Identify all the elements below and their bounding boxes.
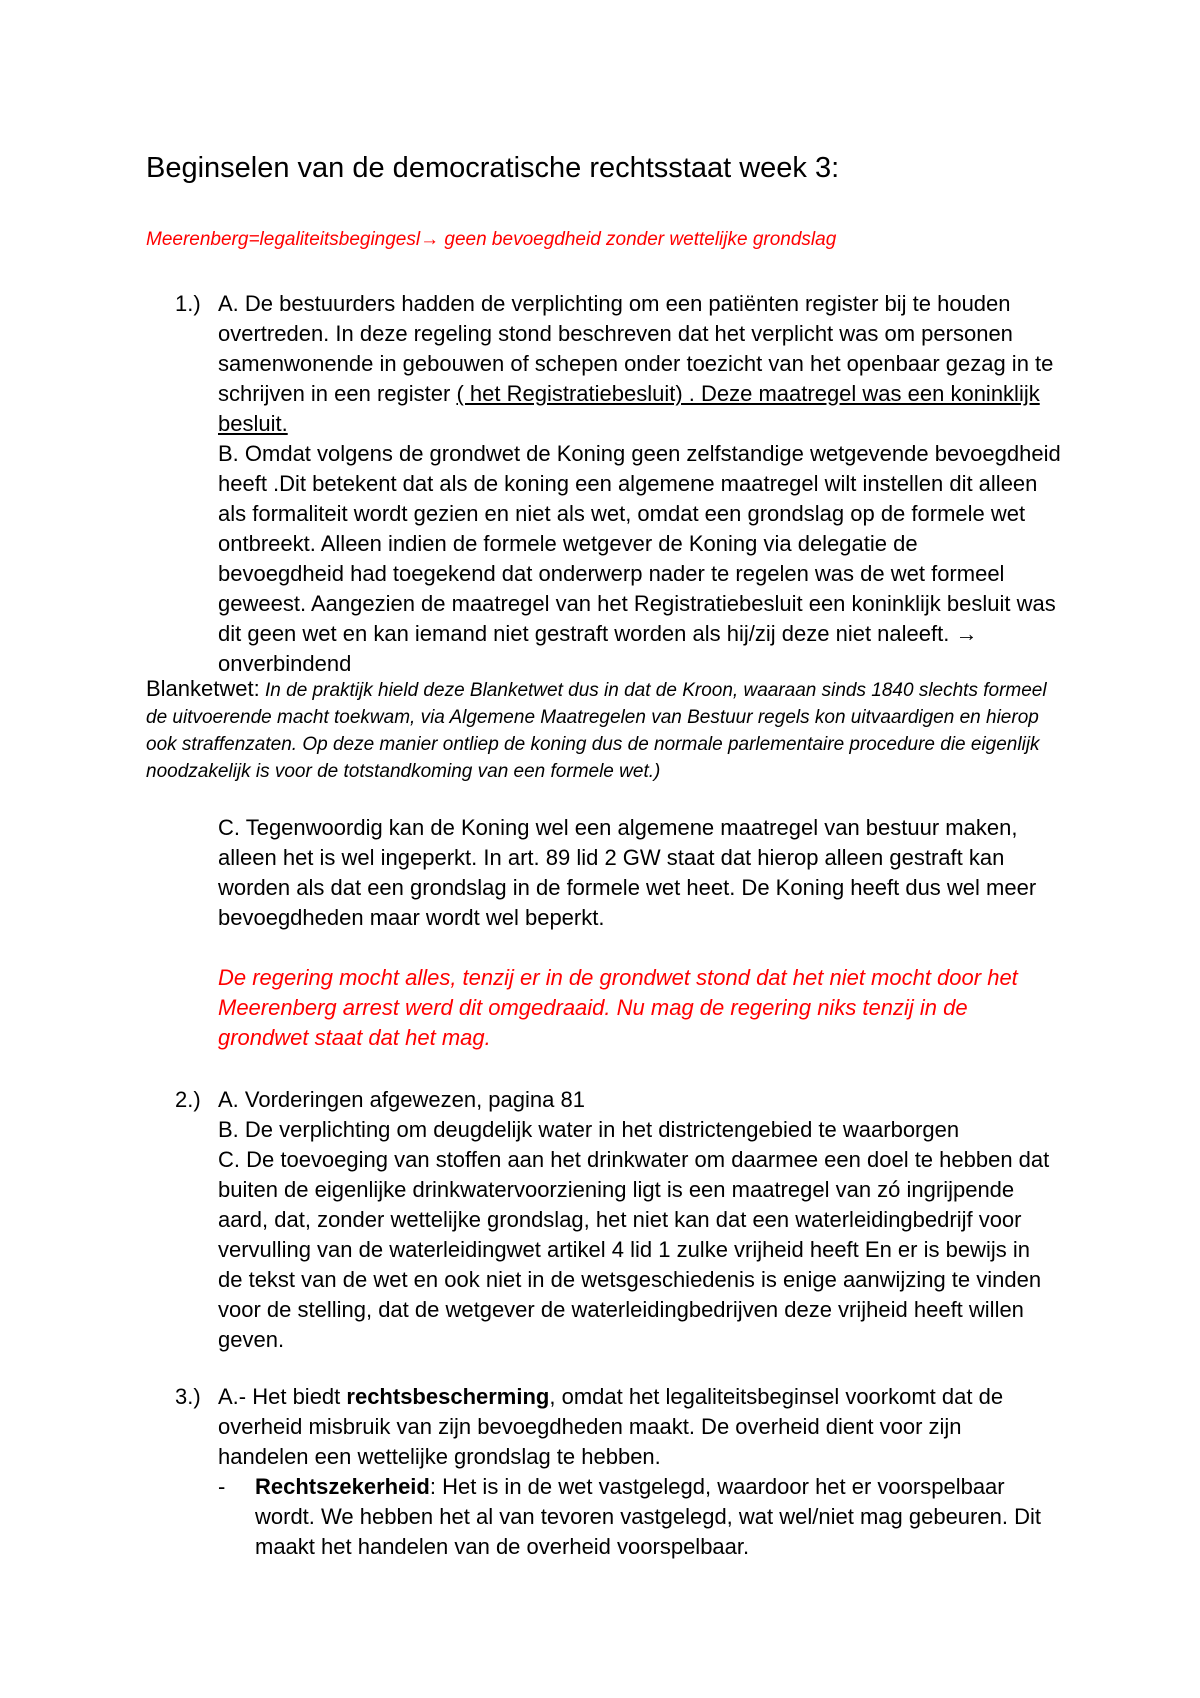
q1-b-line: B. Omdat volgens de grondwet de Koning geen zelfstandige wetgevende bevoegdheid — [218, 441, 1061, 466]
q3-bullet-line: wordt. We hebben het al van tevoren vastgelegd, wat wel/niet mag gebeuren. Dit — [255, 1504, 1041, 1529]
q3-bullet-rest: : Het is in de wet vastgelegd, waardoor het er voorspelbaar — [429, 1474, 1005, 1499]
q3-line: overheid misbruik van zijn bevoegdheden maakt. De overheid dient voor zijn — [218, 1414, 962, 1439]
question-1-c — [218, 813, 1108, 933]
arrow-right-icon: → — [955, 621, 978, 646]
q2-line: voor de stelling, dat de wetgever de waterleidingbedrijven deze vrijheid heeft willen — [218, 1297, 1024, 1322]
question-1-answers — [218, 289, 1108, 679]
blanketwet-line: ook straffenzaten. Op deze manier ontliep de koning dus de normale parlementaire procedure die eigenlijk — [146, 734, 1040, 755]
q1-b-line: ontbreekt. Alleen indien de formele wetgever de Koning via delegatie de — [218, 531, 918, 556]
q1-b-line: bevoegdheid had toegekend dat onderwerp nader te regelen was de wet formeel — [218, 561, 1005, 586]
subtitle-note — [146, 227, 836, 253]
q3-bullet — [255, 1472, 1105, 1562]
q2-line: buiten de eigenlijke drinkwatervoorziening ligt is een maatregel van zó ingrijpende — [218, 1177, 1015, 1202]
q1-c-line: C. Tegenwoordig kan de Koning wel een algemene maatregel van bestuur maken, — [218, 815, 1018, 840]
question-3-answers — [218, 1382, 1108, 1472]
q1-b-line: heeft .Dit betekent dat als de koning een algemene maatregel wilt instellen dit alleen — [218, 471, 1038, 496]
q1-a-line: A. De bestuurders hadden de verplichting om een patiënten register bij te houden — [218, 291, 1011, 316]
question-number-1: 1.) — [175, 291, 201, 316]
q1-b-line: onverbindend — [218, 651, 352, 676]
q2-line: vervulling van de waterleidingwet artikel 4 lid 1 zulke vrijheid heeft En er is bewijs in — [218, 1237, 1030, 1262]
q3-bullet-line — [255, 1472, 1105, 1502]
q1-b-text: dit geen wet en kan iemand niet gestraft worden als hij/zij deze niet naleeft. — [218, 621, 950, 646]
q1-a-line: samenwonende in gebouwen of schepen onder toezicht van het openbaar gezag in te — [218, 351, 1054, 376]
red-note-line: De regering mocht alles, tenzij er in de grondwet stond dat het niet mocht door het — [218, 965, 1018, 990]
q2-line: de tekst van de wet en ook niet in de wetsgeschiedenis is enige aanwijzing te vinden — [218, 1267, 1042, 1292]
q2-line: geven. — [218, 1327, 285, 1352]
question-number-3: 3.) — [175, 1384, 201, 1409]
q3-a-bold: rechtsbescherming — [346, 1384, 550, 1409]
q2-line: aard, dat, zonder wettelijke grondslag, het niet kan dat een waterleidingbedrijf voor — [218, 1207, 1022, 1232]
q1-a-line — [218, 379, 1108, 409]
q1-b-line: als formaliteit wordt gezien en niet als wet, omdat een grondslag op de formele wet — [218, 501, 1026, 526]
blanketwet-label: Blanketwet: — [146, 676, 260, 701]
subtitle-rest: geen bevoegdheid zonder wettelijke grondslag — [439, 229, 837, 250]
blanketwet-line: de uitvoerende macht toekwam, via Algemene Maatregelen van Bestuur regels kon uitvaardigen en hierop — [146, 707, 1039, 728]
meerenberg-note — [218, 963, 1108, 1053]
q2-line: B. De verplichting om deugdelijk water in het districtengebied te waarborgen — [218, 1117, 960, 1142]
blanketwet-line: noodzakelijk is voor de totstandkoming van een formele wet.) — [146, 761, 661, 782]
q3-a-prefix: A.- Het biedt — [218, 1384, 347, 1409]
q1-c-line: worden als dat een grondslag in de formele wet heet. De Koning heeft dus wel meer — [218, 875, 1037, 900]
blanketwet-line — [146, 675, 1116, 704]
q1-b-line — [218, 619, 1108, 649]
question-number-2: 2.) — [175, 1087, 201, 1112]
question-2-answers — [218, 1085, 1108, 1355]
subtitle-prefix: Meerenberg=legaliteitsbegingesl — [146, 229, 421, 250]
q1-a-text: schrijven in een register — [218, 381, 457, 406]
q2-line: C. De toevoeging van stoffen aan het drinkwater om daarmee een doel te hebben dat — [218, 1147, 1050, 1172]
q1-c-line: bevoegdheden maar wordt wel beperkt. — [218, 905, 605, 930]
red-note-line: Meerenberg arrest werd dit omgedraaid. Nu mag de regering niks tenzij in de — [218, 995, 968, 1020]
blanketwet-note — [146, 675, 1116, 785]
q1-c-line: alleen het is wel ingeperkt. In art. 89 lid 2 GW staat dat hierop alleen gestraft kan — [218, 845, 1005, 870]
arrow-right-icon: → — [420, 229, 440, 250]
page-title: Beginselen van de democratische rechtsstaat week 3: — [146, 152, 840, 184]
q3-a-rest: , omdat het legaliteitsbeginsel voorkomt dat de — [549, 1384, 1004, 1409]
q1-a-line: besluit. — [218, 411, 288, 436]
q1-a-line: overtreden. In deze regeling stond beschreven dat het verplicht was om personen — [218, 321, 1013, 346]
q3-bullet-line: maakt het handelen van de overheid voorspelbaar. — [255, 1534, 750, 1559]
red-note-line: grondwet staat dat het mag. — [218, 1025, 491, 1050]
q3-bullet-bold: Rechtszekerheid — [255, 1474, 430, 1499]
q1-b-line: geweest. Aangezien de maatregel van het Registratiebesluit een koninklijk besluit was — [218, 591, 1056, 616]
q1-a-underlined: ( het Registratiebesluit) . Deze maatregel was een koninklijk — [456, 381, 1040, 406]
blanketwet-text: In de praktijk hield deze Blanketwet dus in dat de Kroon, waaraan sinds 1840 slechts formeel — [259, 680, 1047, 701]
bullet-dash: - — [218, 1474, 226, 1499]
q2-line: A. Vorderingen afgewezen, pagina 81 — [218, 1087, 585, 1112]
q3-line: handelen een wettelijke grondslag te hebben. — [218, 1444, 661, 1469]
q3-line — [218, 1382, 1108, 1412]
